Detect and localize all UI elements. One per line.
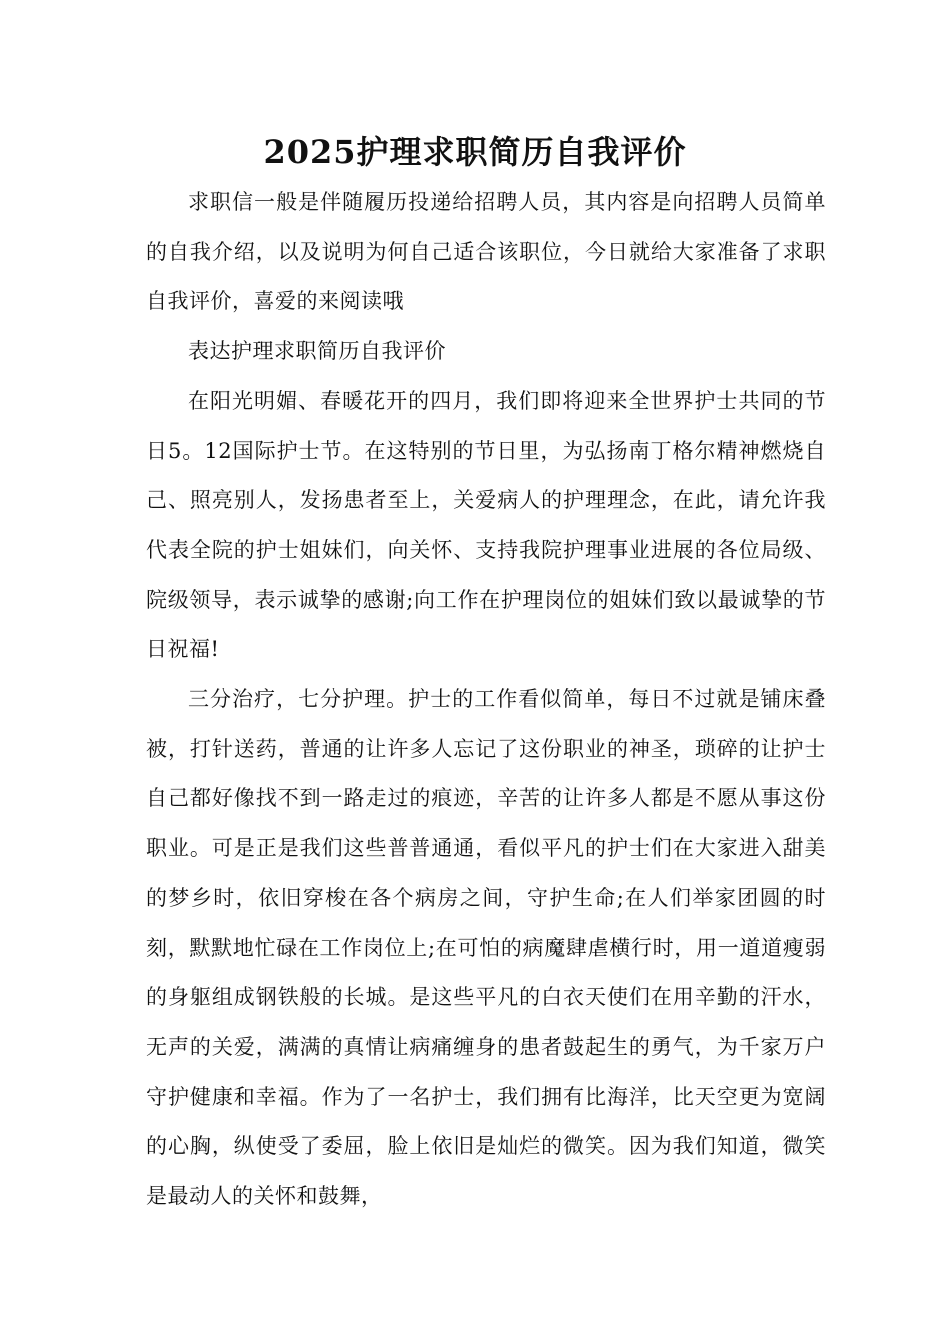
paragraph-nurses-day: 在阳光明媚、春暖花开的四月，我们即将迎来全世界护士共同的节日5。12国际护士节。在这特别的节日里，为弘扬南丁格尔精神燃烧自己、照亮别人，发扬患者至上，关爱病人的护理理念，在此，请允许我代表全院的护士姐妹们，向关怀、支持我院护理事业进展的各位局级、院级领导，表示诚挚的感谢;向工作在护理岗位的姐妹们致以最诚挚的节日祝福! — [146, 388, 826, 662]
document-body — [146, 178, 826, 1222]
paragraph-subheading: 表达护理求职简历自我评价 — [188, 339, 446, 364]
paragraph-nursing-work: 三分治疗，七分护理。护士的工作看似简单，每日不过就是铺床叠被，打针送药，普通的让许多人忘记了这份职业的神圣，琐碎的让护士自己都好像找不到一路走过的痕迹，辛苦的让许多人都是不愿从事这份职业。可是正是我们这些普普通通，看似平凡的护士们在大家进入甜美的梦乡时，依旧穿梭在各个病房之间，守护生命;在人们举家团圆的时刻，默默地忙碌在工作岗位上;在可怕的病魔肆虐横行时，用一道道瘦弱的身躯组成钢铁般的长城。是这些平凡的白衣天使们在用辛勤的汗水，无声的关爱，满满的真情让病痛缠身的患者鼓起生的勇气，为千家万户守护健康和幸福。作为了一名护士，我们拥有比海洋，比天空更为宽阔的心胸，纵使受了委屈，脸上依旧是灿烂的微笑。因为我们知道，微笑是最动人的关怀和鼓舞， — [146, 687, 826, 1209]
document-title: 2025护理求职简历自我评价 — [263, 133, 687, 171]
paragraph-intro: 求职信一般是伴随履历投递给招聘人员，其内容是向招聘人员简单的自我介绍，以及说明为何自己适合该职位，今日就给大家准备了求职自我评价，喜爱的来阅读哦 — [146, 190, 826, 314]
